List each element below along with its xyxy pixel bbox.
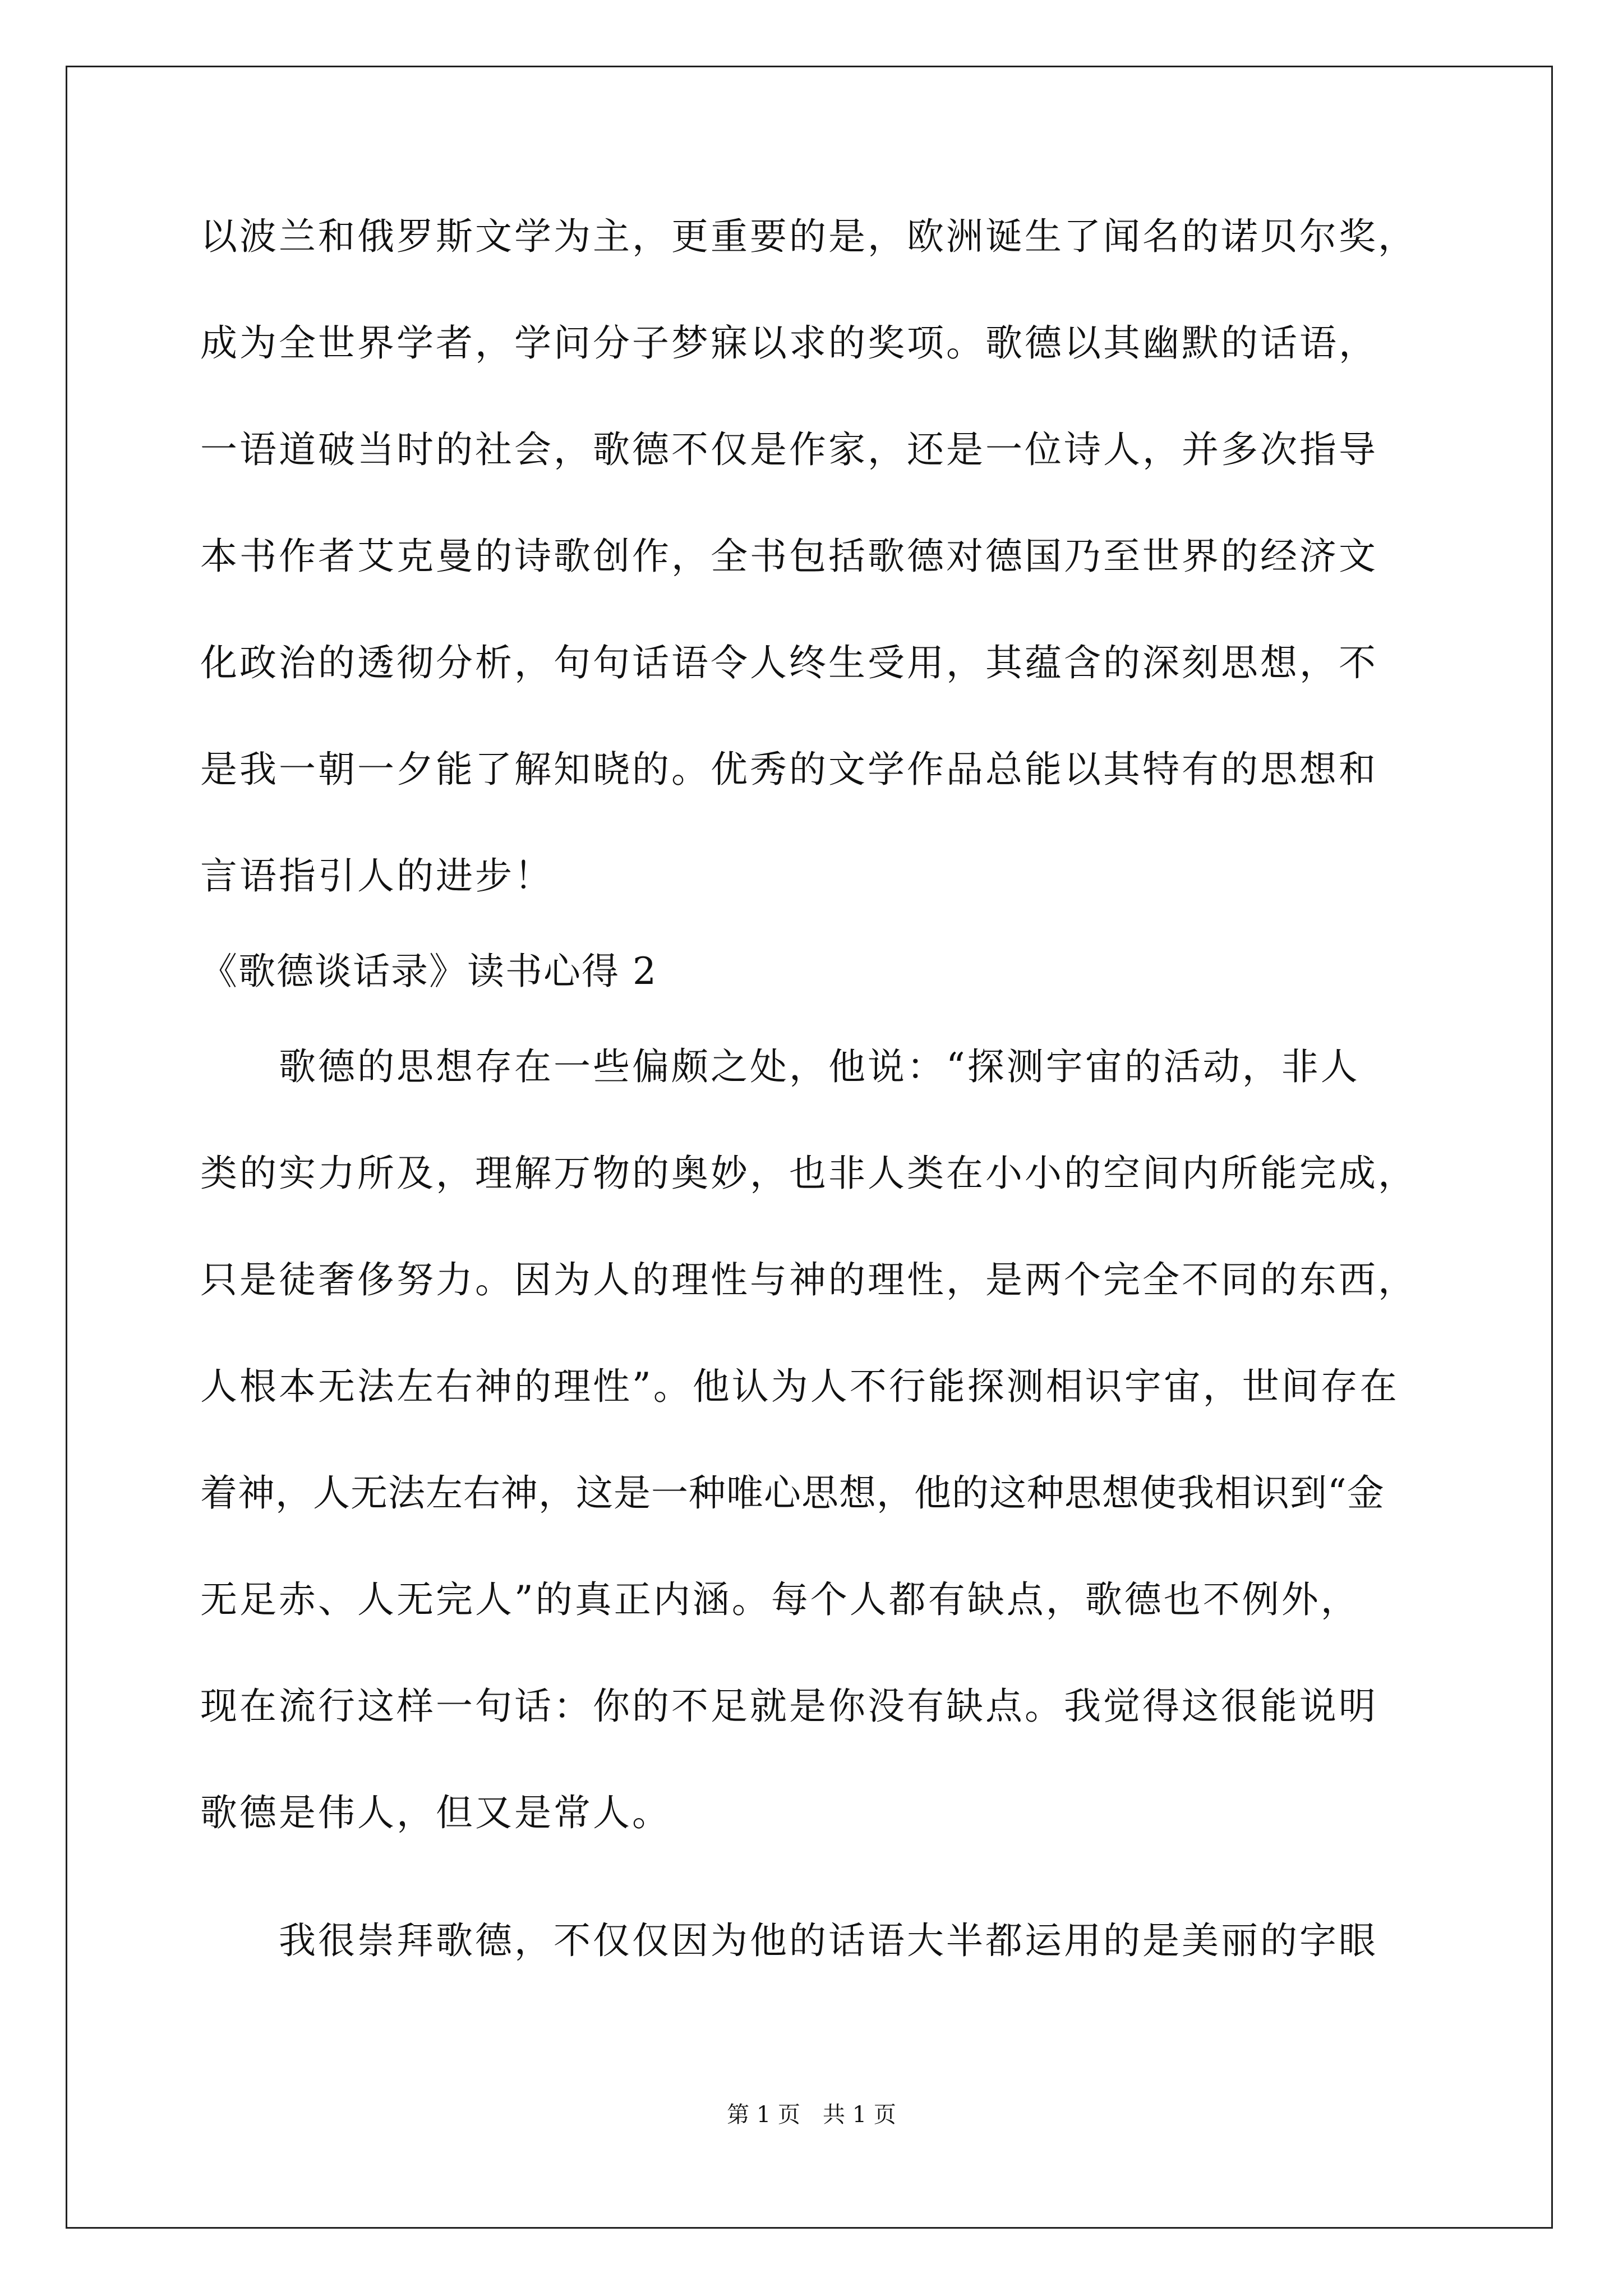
section-title: 《歌德谈话录》读书心得 2 xyxy=(200,950,657,993)
paragraph-line: 成为全世界学者，学问分子梦寐以求的奖项。歌德以其幽默的话语， xyxy=(200,321,1378,365)
paragraph-line: 言语指引人的进步！ xyxy=(200,854,554,898)
paragraph-line: 本书作者艾克曼的诗歌创作，全书包括歌德对德国乃至世界的经济文 xyxy=(200,535,1378,578)
paragraph-line: 现在流行这样一句话：你的不足就是你没有缺点。我觉得这很能说明 xyxy=(200,1685,1378,1728)
paragraph-line: 类的实力所及，理解万物的奥妙，也非人类在小小的空间内所能完成， xyxy=(200,1152,1417,1195)
paragraph-line: 一语道破当时的社会，歌德不仅是作家，还是一位诗人，并多次指导 xyxy=(200,428,1378,471)
paragraph-line: 无足赤、人无完人”的真正内涵。每个人都有缺点，歌德也不例外， xyxy=(200,1578,1360,1621)
paragraph-line: 着神，人无法左右神，这是一种唯心思想，他的这种思想使我相识到“金 xyxy=(200,1471,1385,1515)
page-footer: 第 1 页 共 1 页 xyxy=(727,2102,896,2128)
page-border xyxy=(66,66,1553,2229)
paragraph-line: 以波兰和俄罗斯文学为主，更重要的是，欧洲诞生了闻名的诺贝尔奖， xyxy=(200,215,1417,258)
paragraph-line: 歌德的思想存在一些偏颇之处，他说：“探测宇宙的活动，非人 xyxy=(279,1045,1360,1088)
paragraph-line: 是我一朝一夕能了解知晓的。优秀的文学作品总能以其特有的思想和 xyxy=(200,748,1378,791)
paragraph-line: 歌德是伟人，但又是常人。 xyxy=(200,1791,671,1834)
paragraph-line: 人根本无法左右神的理性”。他认为人不行能探测相识宇宙，世间存在 xyxy=(200,1365,1399,1408)
paragraph-line: 只是徒奢侈努力。因为人的理性与神的理性，是两个完全不同的东西， xyxy=(200,1258,1417,1301)
paragraph-line: 我很崇拜歌德，不仅仅因为他的话语大半都运用的是美丽的字眼 xyxy=(279,1919,1378,1962)
paragraph-line: 化政治的透彻分析，句句话语令人终生受用，其蕴含的深刻思想，不 xyxy=(200,641,1378,684)
